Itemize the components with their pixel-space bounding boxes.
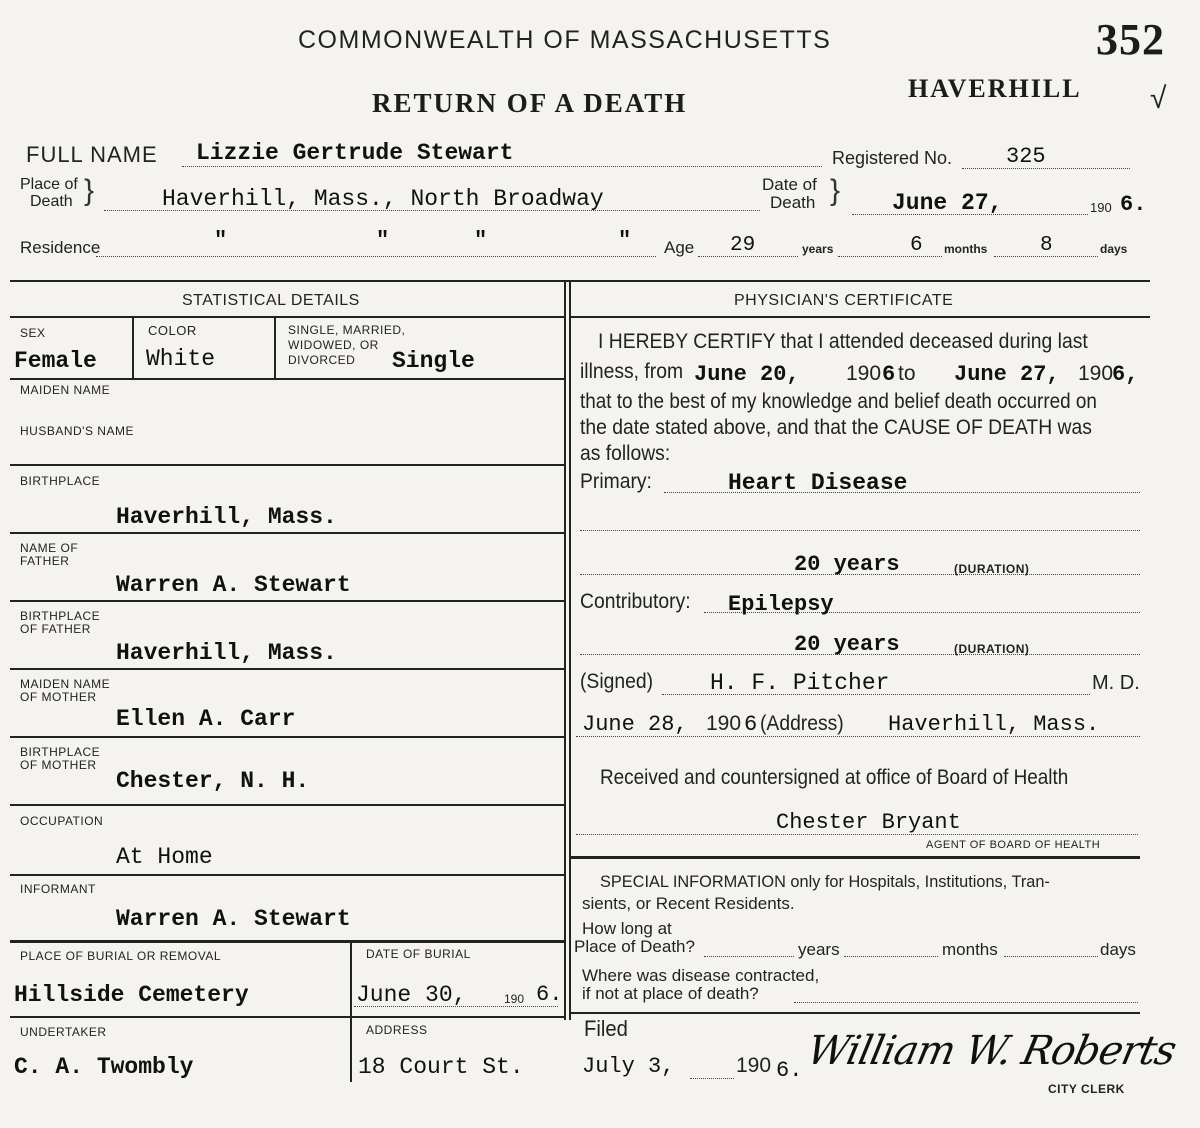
how-long-months-line [844,956,938,957]
full-name-label: FULL NAME [26,142,158,167]
physician-address: Haverhill, Mass. [888,712,1100,737]
place-of-death-value: Haverhill, Mass., North Broadway [162,186,604,212]
registered-number: 325 [1006,144,1046,169]
burial-year-prefix: 190 [504,992,525,1006]
primary-duration-label: (DURATION) [954,562,1030,576]
form-title: RETURN OF A DEATH [372,88,688,118]
place-of-death-label [20,176,78,210]
residence-ditto-1: " [214,228,228,253]
residence-ditto-2: " [376,228,390,253]
mother-label-1: MAIDEN NAME [20,677,111,691]
mother-bp-label-1: BIRTHPLACE [20,745,101,759]
from-date: June 20, [694,362,800,387]
statistical-heading: STATISTICAL DETAILS [182,292,360,309]
date-label-line2: Death [770,193,816,212]
how-long-days-label: days [1100,940,1136,959]
residence-ditto-3: " [474,228,488,253]
burial-row-line [10,1016,564,1018]
father-row-line [10,600,564,602]
how-long-line2: Place of Death? [574,937,695,956]
mother-bp-row-line [10,804,564,806]
color-label: COLOR [148,323,197,338]
occupation-value: At Home [116,844,213,870]
city-clerk-label: CITY CLERK [1048,1082,1125,1096]
to-label: to [898,362,916,385]
death-year-prefix: 190 [1090,200,1112,215]
certify-line-5: as follows: [580,442,671,465]
registered-line [962,168,1130,169]
where-contracted-label [582,967,819,1003]
burial-place-label: PLACE OF BURIAL OR REMOVAL [20,949,222,963]
how-long-days-line [1004,956,1098,957]
mother-birthplace-value: Chester, N. H. [116,768,310,794]
age-label: Age [664,238,695,257]
undertaker-value: C. A. Twombly [14,1054,194,1080]
mother-label-2: OF MOTHER [20,690,97,704]
date-of-death-label [762,176,817,212]
mother-row-line [10,736,564,738]
burial-year-suffix: 6. [536,982,563,1007]
burial-place-value: Hillside Cemetery [14,982,249,1008]
burial-date-value: June 30, [356,982,467,1008]
color-value: White [146,346,216,372]
top-frame-line [10,280,1150,282]
registered-label: Registered No. [832,148,953,168]
brace-icon: } [84,174,95,207]
from-year-prefix: 190 [846,362,882,385]
informant-row-line [10,940,564,943]
birthplace-label: BIRTHPLACE [20,474,101,488]
checkmark-icon: √ [1150,82,1167,115]
years-label: years [802,242,834,256]
filed-year-suffix: 6. [776,1058,803,1083]
address-label: (Address) [760,712,844,735]
father-name-label [20,542,78,568]
to-date: June 27, [954,362,1060,387]
mother-birthplace-label [20,746,100,772]
father-bp-label-2: OF FATHER [20,622,91,636]
father-birthplace-label [20,610,100,636]
city-name: HAVERHILL [908,74,1082,103]
stat-heading-line [10,316,564,318]
date-of-death-value: June 27, [892,190,1003,216]
filed-date: July 3, [582,1054,675,1079]
where-line [794,1002,1138,1003]
maiden-name-label: MAIDEN NAME [20,383,111,397]
physician-heading-line [571,316,1150,318]
months-label: months [944,242,988,256]
sex-row-line [10,378,564,380]
marital-label-1: SINGLE, MARRIED, [288,323,406,337]
marital-label [288,323,405,368]
death-year-suffix: 6. [1120,192,1147,217]
marital-value: Single [392,348,475,374]
clerk-signature: William W. Roberts [803,1028,1180,1074]
sign-date: June 28, [582,712,688,737]
certify-line-4: the date stated above, and that the CAUSE OF DEATH was [580,416,1092,439]
birthplace-value: Haverhill, Mass. [116,504,337,530]
center-divider-1 [564,280,566,1020]
place-label-line2: Death [30,193,73,210]
full-name-value: Lizzie Gertrude Stewart [196,140,514,166]
agent-row-line [571,856,1140,859]
certify-line-3: that to the best of my knowledge and belief death occurred on [580,390,1097,413]
received-text: Received and countersigned at office of Board of Health [600,766,1069,789]
filed-line [690,1078,734,1079]
marital-label-3: DIVORCED [288,353,356,367]
certify-illness-from: illness, from [580,360,684,383]
to-year-suffix: 6, [1112,362,1139,387]
how-long-label [574,919,695,956]
agent-name: Chester Bryant [776,810,961,835]
primary-duration: 20 years [794,552,900,577]
sex-value: Female [14,348,97,374]
special-heading-2: sients, or Recent Residents. [582,894,795,913]
father-label-2: FATHER [20,554,70,568]
physician-heading: PHYSICIAN'S CERTIFICATE [734,292,954,309]
informant-value: Warren A. Stewart [116,906,351,932]
father-birthplace-value: Haverhill, Mass. [116,640,337,666]
sex-label: SEX [20,326,46,340]
signed-label: (Signed) [580,670,654,693]
place-label-line1: Place of [20,176,78,193]
age-months: 6 [910,234,923,257]
occupation-label: OCCUPATION [20,814,104,828]
contributory-duration-label: (DURATION) [954,642,1030,656]
physician-signature: H. F. Pitcher [710,670,890,696]
undertaker-address-label: ADDRESS [366,1023,428,1037]
residence-line [96,256,656,257]
center-divider-2 [569,280,571,1020]
residence-ditto-4: " [618,228,632,253]
father-label-1: NAME OF [20,541,79,555]
brace-icon-2: } [830,174,841,207]
filed-label: Filed [584,1016,628,1041]
burial-date-label: DATE OF BURIAL [366,947,471,961]
primary-label: Primary: [580,470,652,493]
how-long-years-line [704,956,794,957]
contributory-label: Contributory: [580,590,691,613]
father-name-value: Warren A. Stewart [116,572,351,598]
sex-divider [132,316,134,378]
residence-label: Residence [20,238,101,257]
to-year-prefix: 190 [1078,362,1114,385]
mother-name-label [20,678,110,704]
days-label: days [1100,242,1128,256]
contributory-cause: Epilepsy [728,592,834,617]
certify-line-1: I HEREBY CERTIFY that I attended deceased during last [598,330,1088,353]
age-years: 29 [730,234,756,257]
birthplace-row-line [10,532,564,534]
how-long-line1: How long at [582,919,672,938]
commonwealth-heading: COMMONWEALTH OF MASSACHUSETTS [298,26,832,54]
father-bp-label-1: BIRTHPLACE [20,609,101,623]
informant-label: INFORMANT [20,882,96,896]
occupation-row-line [10,874,564,876]
contributory-duration: 20 years [794,632,900,657]
sign-year-prefix: 190 [706,712,742,735]
color-divider [274,316,276,378]
page-number: 352 [1096,15,1165,64]
how-long-years-label: years [798,940,840,959]
full-name-line [182,166,822,167]
sign-year-suffix: 6 [744,712,758,737]
age-days: 8 [1040,234,1053,257]
from-year-suffix: 6 [882,362,896,387]
burial-divider [350,942,352,1082]
primary-cause: Heart Disease [728,470,908,496]
where-line2: if not at place of death? [582,984,759,1003]
undertaker-address-value: 18 Court St. [358,1054,524,1080]
marital-label-2: WIDOWED, OR [288,338,379,352]
special-heading-1: SPECIAL INFORMATION only for Hospitals, Institutions, Tran- [600,872,1050,891]
date-label-line1: Date of [762,175,817,194]
age-months-line [838,256,942,257]
where-row-line [571,1012,1140,1014]
mother-bp-label-2: OF MOTHER [20,758,97,772]
agent-label: AGENT OF BOARD OF HEALTH [926,839,1101,851]
how-long-months-label: months [942,940,998,959]
mother-name-value: Ellen A. Carr [116,706,296,732]
primary-line-2 [580,530,1140,531]
husband-name-label: HUSBAND'S NAME [20,424,134,438]
where-line1: Where was disease contracted, [582,966,820,985]
md-label: M. D. [1092,672,1140,694]
husband-row-line [10,464,564,466]
filed-year-prefix: 190 [736,1054,772,1077]
father-bp-row-line [10,668,564,670]
undertaker-label: UNDERTAKER [20,1025,107,1039]
